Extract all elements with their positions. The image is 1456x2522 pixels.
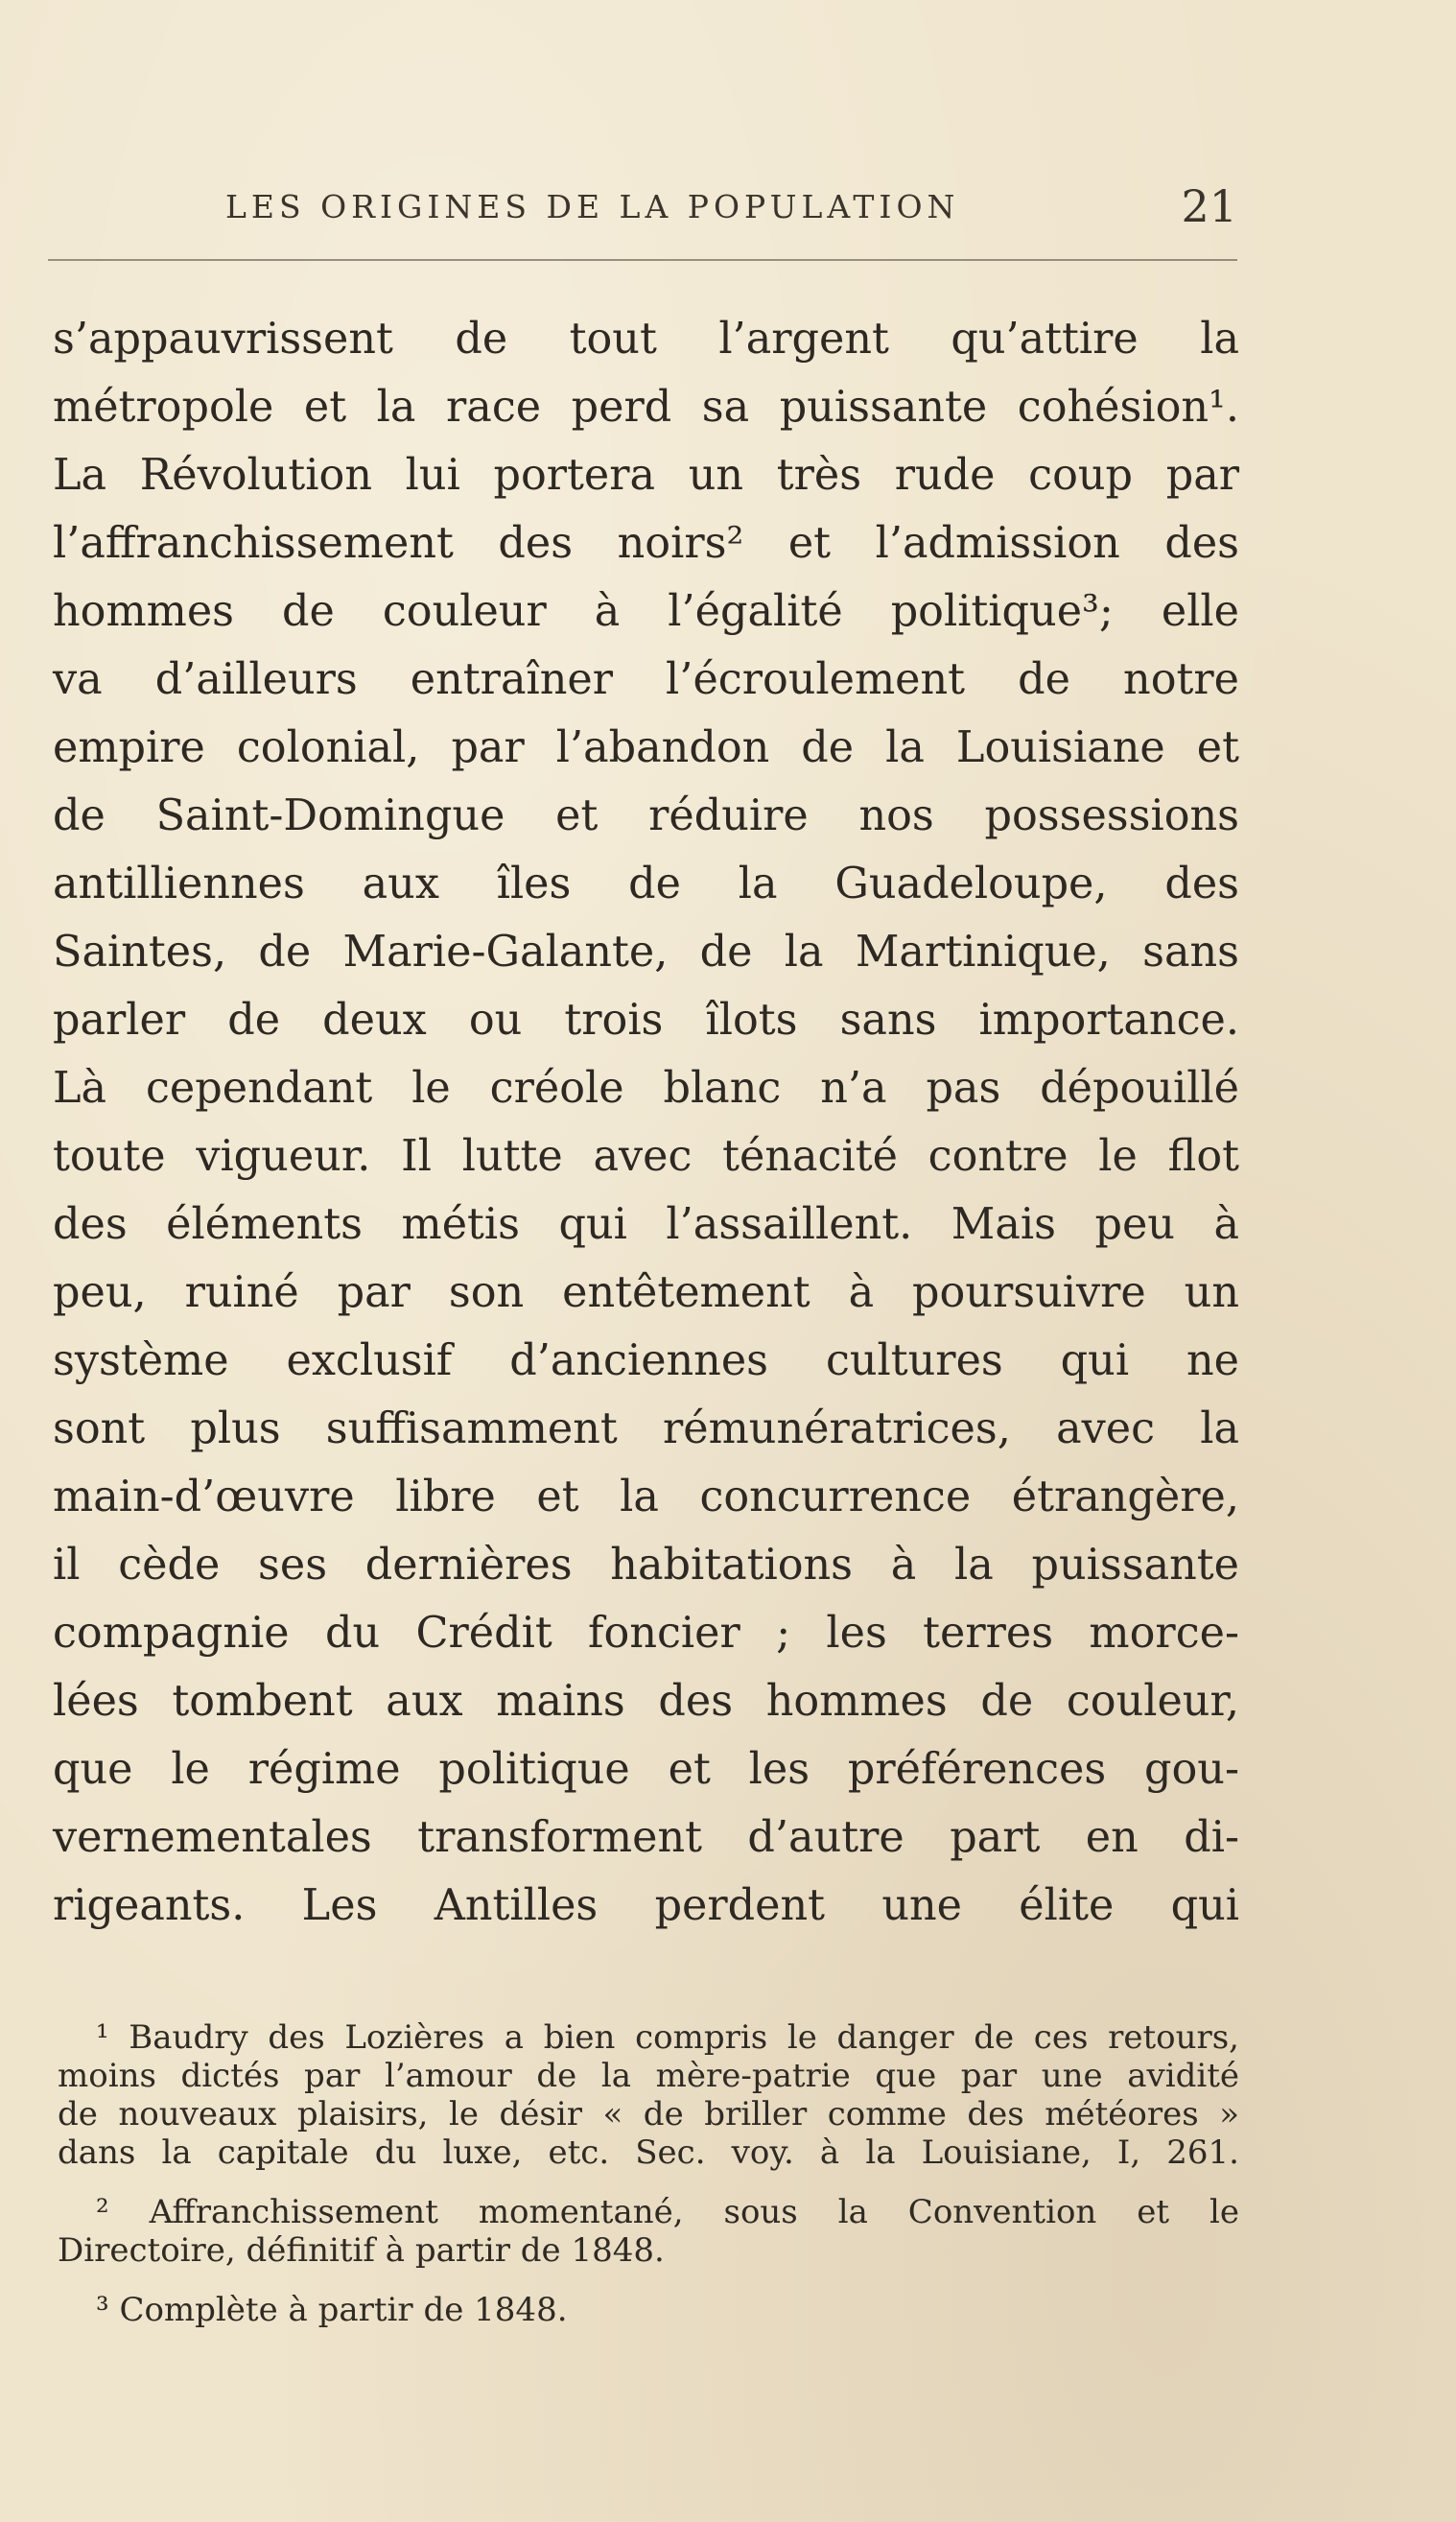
body-line: s’appauvrissent de tout l’argent qu’attire la [53, 315, 1239, 364]
body-line: il cède ses dernières habitations à la puissante [53, 1541, 1239, 1590]
footnote-line: moins dictés par l’amour de la mère-patrie que par une avidité [58, 2057, 1239, 2095]
footnote-1 [58, 2018, 1239, 2172]
footnote-line: ¹ Baudry des Lozières a bien compris le danger de ces retours, [96, 2018, 1239, 2057]
body-line: toute vigueur. Il lutte avec ténacité contre le flot [53, 1132, 1239, 1181]
body-line: antilliennes aux îles de la Guadeloupe, des [53, 860, 1239, 908]
page-number: 21 [1181, 180, 1237, 232]
body-line: vernementales transforment d’autre part en di- [53, 1813, 1239, 1862]
body-line: parler de deux ou trois îlots sans importance. [53, 996, 1239, 1045]
body-line: Là cependant le créole blanc n’a pas dépouillé [53, 1064, 1239, 1113]
body-line: hommes de couleur à l’égalité politique³; elle [53, 587, 1239, 636]
running-header [48, 180, 1237, 246]
body-line: peu, ruiné par son entêtement à poursuivre un [53, 1268, 1239, 1317]
body-line: va d’ailleurs entraîner l’écroulement de notre [53, 655, 1239, 704]
footnote-3 [58, 2291, 1239, 2329]
body-line: empire colonial, par l’abandon de la Louisiane et [53, 723, 1239, 772]
body-text [53, 305, 1239, 1940]
body-line: système exclusif d’anciennes cultures qui ne [53, 1336, 1239, 1385]
body-line: que le régime politique et les préférences gou- [53, 1745, 1239, 1794]
body-line: rigeants. Les Antilles perdent une élite qui [53, 1881, 1239, 1930]
body-line: de Saint-Domingue et réduire nos possessions [53, 791, 1239, 840]
body-line: métropole et la race perd sa puissante cohésion¹. [53, 383, 1239, 432]
body-line: compagnie du Crédit foncier ; les terres morce- [53, 1609, 1239, 1658]
footnotes [58, 2018, 1239, 2329]
running-header-title: LES ORIGINES DE LA POPULATION [225, 188, 960, 225]
footnote-2 [58, 2193, 1239, 2270]
header-rule [48, 259, 1237, 261]
body-line: Saintes, de Marie-Galante, de la Martinique, sans [53, 928, 1239, 977]
body-line: lées tombent aux mains des hommes de couleur, [53, 1677, 1239, 1726]
body-line: La Révolution lui portera un très rude coup par [53, 451, 1239, 500]
footnote-line: ³ Complète à partir de 1848. [96, 2291, 568, 2329]
body-line: sont plus suffisamment rémunératrices, avec la [53, 1404, 1239, 1453]
footnote-line: Directoire, définitif à partir de 1848. [58, 2231, 665, 2270]
body-line: l’affranchissement des noirs² et l’admission des [53, 519, 1239, 568]
footnote-line: de nouveaux plaisirs, le désir « de briller comme des météores » [58, 2095, 1239, 2133]
body-line: main-d’œuvre libre et la concurrence étrangère, [53, 1473, 1239, 1521]
footnote-line: dans la capitale du luxe, etc. Sec. voy. à la Louisiane, I, 261. [58, 2133, 1239, 2172]
body-line: des éléments métis qui l’assaillent. Mais peu à [53, 1200, 1239, 1249]
footnote-line: ² Affranchissement momentané, sous la Convention et le [96, 2193, 1239, 2231]
